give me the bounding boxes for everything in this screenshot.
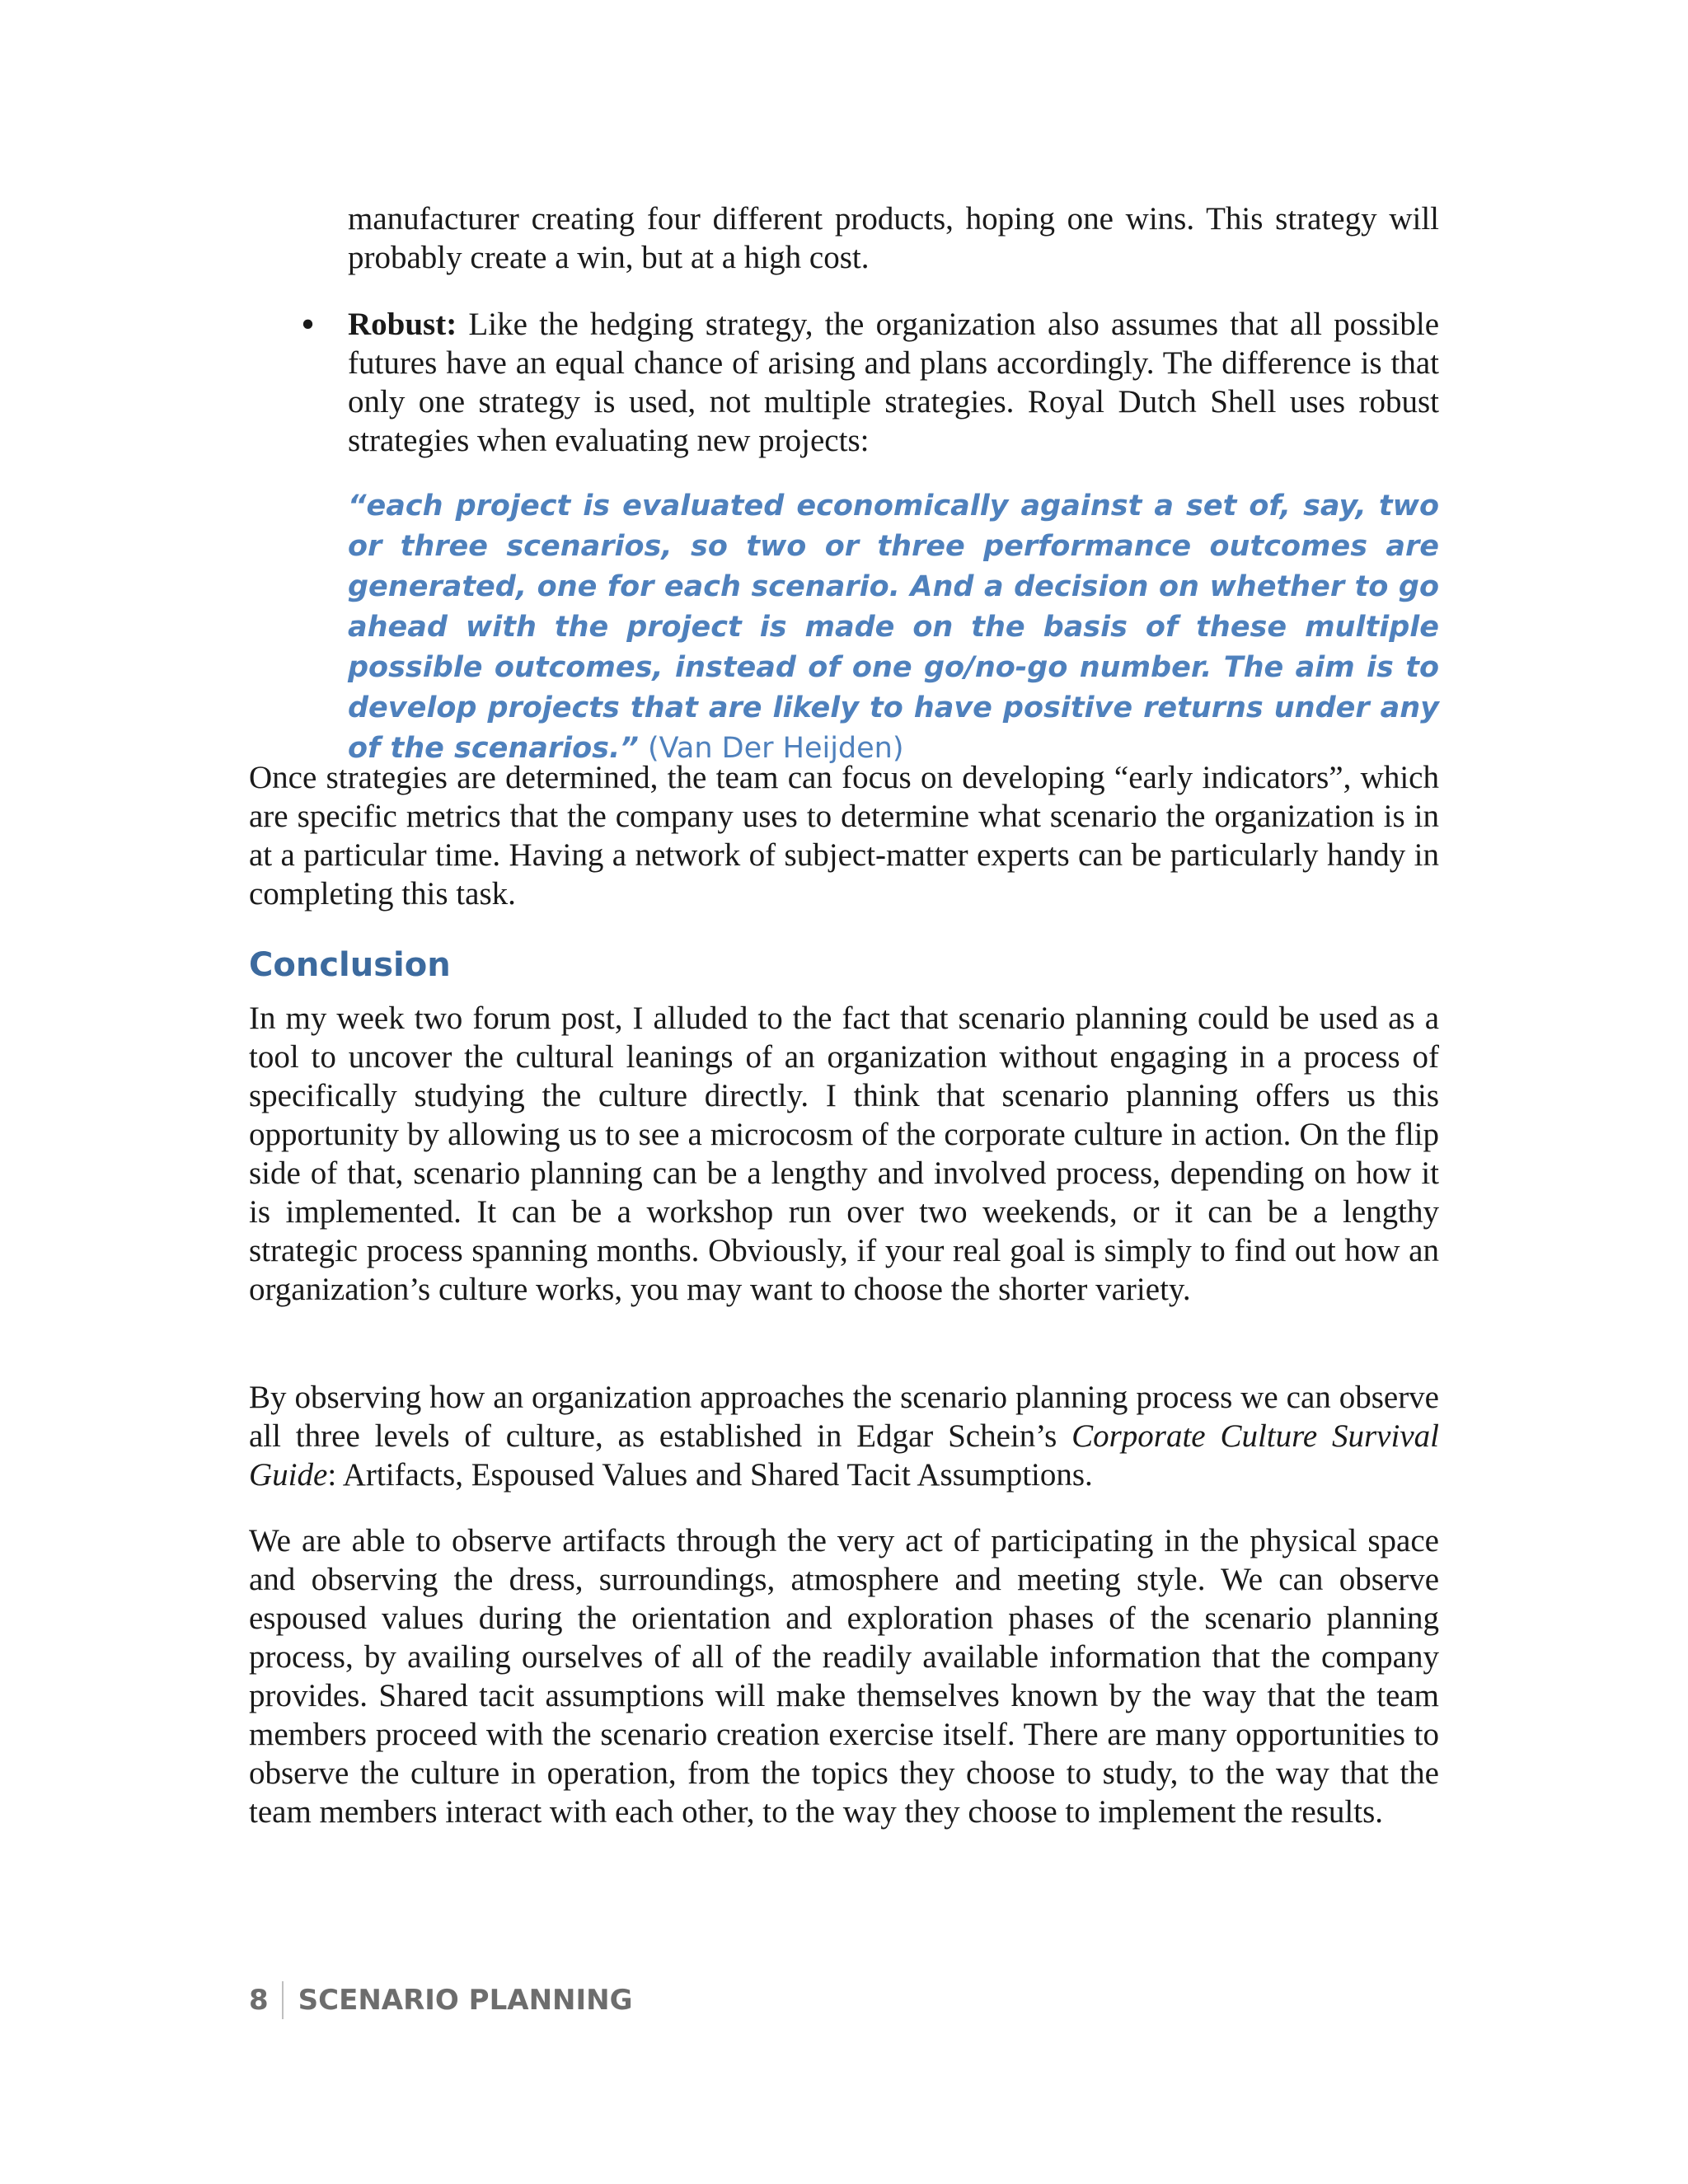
robust-text: Like the hedging strategy, the organization also assumes that all possible futures have an equal chance of arising and plans accordingly. The difference is that only one strategy is used, not multiple strategies. Royal Dutch Shell uses robust strategies when evaluating new projects:: [348, 307, 1439, 458]
conclusion-heading: Conclusion: [249, 946, 451, 984]
footer-divider: [282, 1981, 284, 2019]
page-number: 8: [249, 1984, 269, 2017]
quote-text: “each project is evaluated economically against a set of, say, two or three scenarios, so two or three performance outcomes are generated, one for each scenario. And a decision on whether to go ahead with the project is made on the basis of these multiple possible outcomes, instead of one go/no-go number. The aim is to develop projects that are likely to have positive returns under any of the scenarios.”: [348, 490, 1439, 765]
conclusion-paragraph-2: [249, 1378, 1439, 1494]
conclusion-paragraph-1: In my week two forum post, I alluded to the fact that scenario planning could be used as a tool to uncover the cultural leanings of an organization without engaging in a process of specifically studying the culture directly. I think that scenario planning offers us this opportunity by allowing us to see a microcosm of the corporate culture in action. On the flip side of that, scenario planning can be a lengthy and involved process, depending on how it is implemented. It can be a workshop run over two weekends, or it can be a lengthy strategic process spanning months. Obviously, if your real goal is simply to find out how an organization’s culture works, you may want to choose the shorter variety.: [249, 1001, 1439, 1307]
footer-title: SCENARIO PLANNING: [298, 1984, 633, 2017]
page-footer: [249, 1980, 633, 2021]
conclusion-paragraph-3: We are able to observe artifacts through the very act of participating in the physical space and observing the dress, surroundings, atmosphere and meeting style. We can observe espoused values during the orientation and exploration phases of the scenario planning process, by availing ourselves of all of the readily available information that the company provides. Shared tacit assumptions will make themselves known by the way that the team members proceed with the scenario creation exercise itself. There are many opportunities to observe the culture in operation, from the topics they choose to study, to the way that the team members interact with each other, to the way they choose to implement the results.: [249, 1523, 1439, 1830]
early-indicators-paragraph: Once strategies are determined, the team can focus on developing “early indicators”, which are specific metrics that the company uses to determine what scenario the organization is in at a particular time. Having a network of subject-matter experts can be particularly handy in completing this task.: [249, 760, 1439, 912]
quote-citation: (Van Der Heijden): [638, 732, 904, 765]
paragraph-2-text-before: By observing how an organization approaches the scenario planning process we can observe all three levels of culture, as established in Edgar Schein’s: [249, 1380, 1439, 1454]
bullet-continuation-text: manufacturer creating four different products, hoping one wins. This strategy will probably create a win, but at a high cost.: [348, 201, 1439, 275]
paragraph-2-text-after: : Artifacts, Espoused Values and Shared Tacit Assumptions.: [327, 1457, 1093, 1493]
bullet-icon: •: [298, 307, 318, 344]
book-title: Corporate Culture Survival Guide: [249, 1418, 1439, 1493]
robust-bullet: [348, 305, 1439, 460]
shell-quote: [348, 486, 1439, 769]
robust-label: Robust:: [348, 307, 457, 342]
